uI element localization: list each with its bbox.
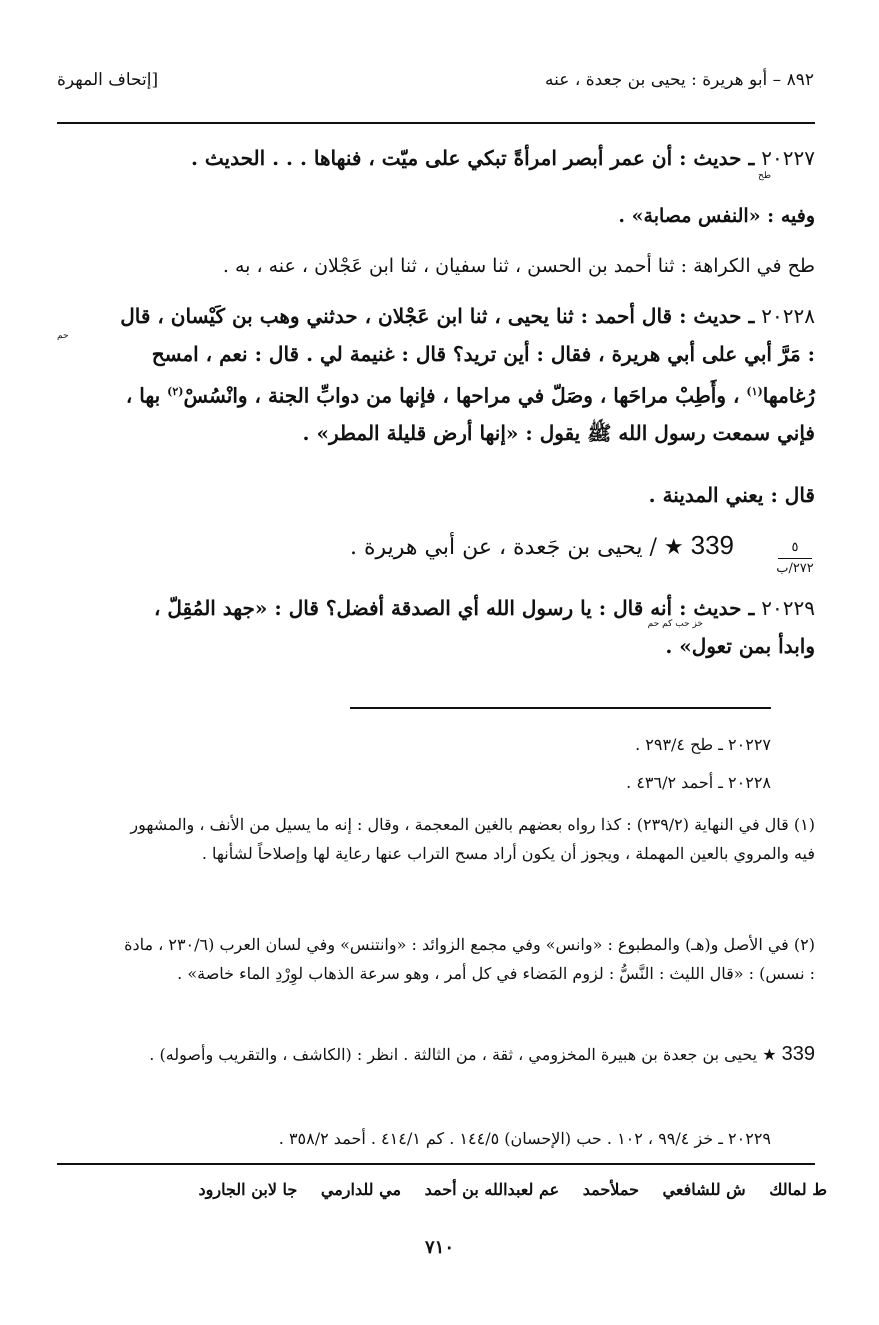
hadith-20227-isnad: طح في الكراهة : ثنا أحمد بن الحسن ، ثنا سفيان ، ثنا ابن عَجْلان ، عنه ، به . [222,255,815,277]
footnote-source-20229: ٢٠٢٢٩ ـ خز ٩٩/٤ ، ١٠٢ . حب (الإحسان) ١٤٤/٥ . كم ٤١٤/١ . أحمد ٣٥٨/٢ . [278,1129,771,1148]
hadith-number: ٢٠٢٢٩ [761,598,815,620]
margin-code: حم [57,331,69,341]
hadith-20228-qal: قال : يعني المدينة . [648,483,815,507]
legend-code: ط [812,1180,827,1199]
legend-item [583,1180,639,1199]
legend-desc: للشافعي [662,1180,721,1199]
legend-item [199,1180,298,1199]
margin-code: طح [758,171,771,181]
hadith-text: ـ حديث : قال أحمد : ثنا يحيى ، ثنا ابن عَجْلان ، حدثني وهب بن كَيْسان ، قال : مَرَّ أبي على أبي هريرة ، فقال : أين تريد؟ قال : غنيمة لي . قال : نعم ، امسح رُغامها [120,304,815,408]
margin-folio-label: ٢٧٢/ب [776,561,814,576]
hadith-20227-fih: وفيه : «النفس مصابة» . [618,205,815,227]
running-header-right: ٨٩٢ – أبو هريرة : يحيى بن جعدة ، عنه [545,70,814,90]
footnote-ref: (١) [746,385,763,398]
legend-item [663,1180,746,1199]
tarjama-number: 339 [690,530,734,560]
legend-rule [57,1163,815,1165]
tarjama-text: ★ / يحيى بن جَعدة ، عن أبي هريرة . [350,535,684,560]
legend-item [425,1180,560,1199]
legend-item [769,1180,827,1199]
footnote-2: (٢) في الأصل و(هـ) والمطبوع : «وانس» وفي مجمع الزوائد : «وانتنس» وفي لسان العرب (٢٣٠/٦ ، مادة : نسس) : «قال الليث : النَّسُّ : لزوم المَضاء في كل أمر ، وهو سرعة الذهاب لوِرْدِ الماء خاصة» . [124,935,815,983]
footnote-source-20228: ٢٠٢٢٨ ـ أحمد ٤٣٦/٢ . [626,773,771,792]
footnote-1: (١) قال في النهاية (٢٣٩/٢) : كذا رواه بعضهم بالغين المعجمة ، وقال : إنه ما يسيل من الأنف ، والمشهور فيه والمروي بالعين المهملة ، ويجوز أن يكون أراد مسح التراب عنها رعاية لها وإصلاحاً لشأنها . [130,815,815,863]
tarjama-heading [350,530,734,561]
abbreviations-legend [199,1180,827,1199]
legend-desc: لعبدالله بن أحمد [424,1180,534,1199]
margin-mark: ٥ [791,540,799,555]
footnote-ref: (٢) [167,385,184,398]
running-header-left: [إتحاف المهرة [57,70,159,90]
legend-code: جا [282,1180,298,1199]
footnote-tarjama-text: ★ يحيى بن جعدة بن هبيرة المخزومي ، ثقة ، من الثالثة . انظر : (الكاشف ، والتقريب وأصوله) . [149,1045,782,1064]
legend-desc: لمالك [769,1180,807,1199]
header-rule [57,122,815,124]
hadith-text: ـ حديث : أنه قال : يا رسول الله أي الصدقة أفضل؟ قال : «جهد المُقِلّ ، وابدأ بمن تعول» . [153,596,815,658]
hadith-text: ، وأَطِبْ مراحَها ، وصَلّ في مراحها ، فإنها من دوابِّ الجنة ، وانْسُسْ [183,383,747,408]
footnote-tarjama [115,1040,815,1069]
hadith-number: ٢٠٢٢٧ [761,148,815,170]
margin-code: خز حب كم حم [647,619,703,629]
footnote-rule [350,707,771,709]
hadith-text: بها ، فإني سمعت رسول الله ﷺ يقول : «إنها أرض قليلة المطر» . [125,383,815,445]
legend-code: حم [619,1180,639,1199]
legend-item [321,1180,401,1199]
hadith-20227 [115,140,815,178]
page-number: ٧١٠ [424,1237,454,1258]
margin-line [778,558,812,559]
legend-desc: لأحمد [582,1180,620,1199]
legend-code: مي [379,1180,402,1199]
legend-desc: للدارمي [320,1180,374,1199]
legend-code: عم [538,1180,560,1199]
margin-folio [775,540,815,577]
footnote-tarjama-number: 339 [781,1043,815,1065]
hadith-20228 [115,298,815,452]
hadith-number: ٢٠٢٢٨ [761,306,815,328]
hadith-20229 [115,590,815,665]
legend-desc: لابن الجارود [198,1180,277,1199]
footnote-source-20227: ٢٠٢٢٧ ـ طح ٢٩٣/٤ . [635,735,771,754]
hadith-text: ـ حديث : أن عمر أبصر امرأةً تبكي على ميّت ، فنهاها . . . الحديث . [190,146,762,170]
legend-code: ش [726,1180,746,1199]
